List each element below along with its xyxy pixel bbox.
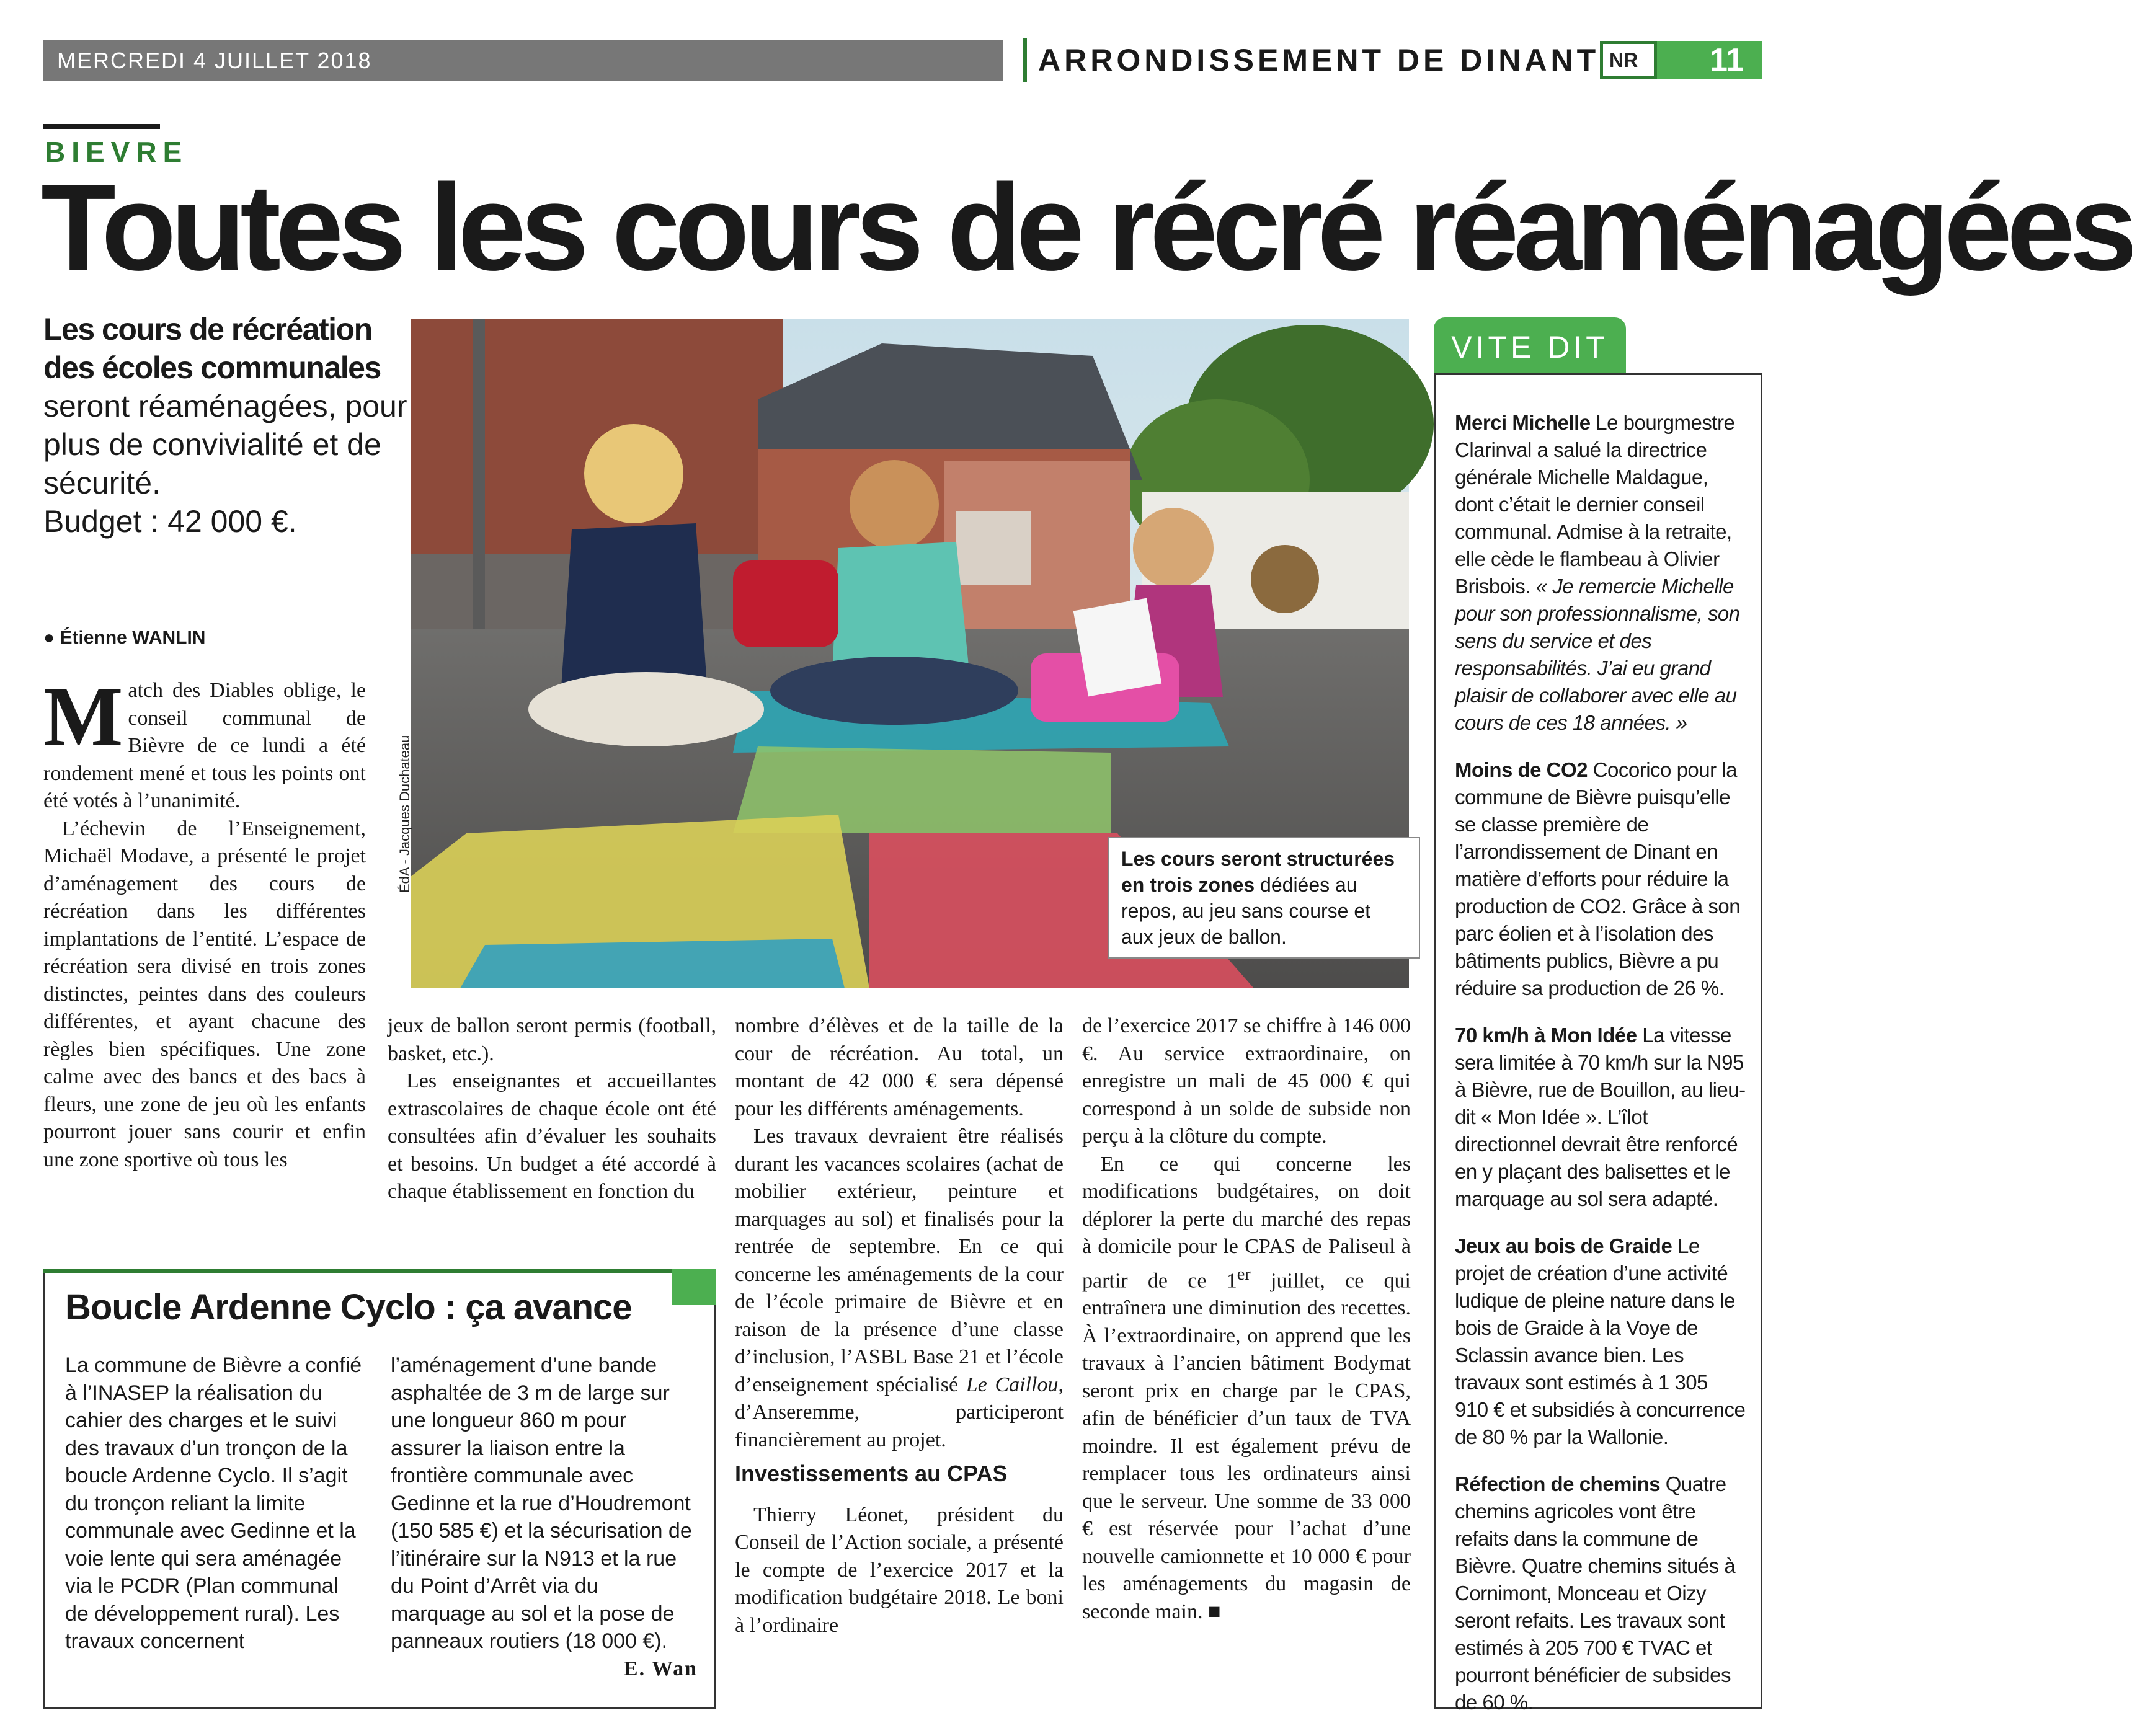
sidebar-content	[1455, 409, 1746, 1736]
bullet-icon: ●	[43, 627, 55, 648]
subheading: Investissements au CPAS	[735, 1461, 1008, 1486]
photo-credit: ÉdA - Jacques Duchateau	[397, 735, 412, 893]
box-title: Boucle Ardenne Cyclo : ça avance	[65, 1287, 632, 1327]
sidebar-title: VITE DIT	[1434, 317, 1626, 374]
body-column-1	[43, 670, 366, 1174]
intro-bold-2: des écoles communales	[43, 350, 381, 385]
paragraph: de l’exercice 2017 se chiffre à 146 000 €. Au service extraordinaire, on enregistre un mali de 45 000 € qui correspond à un solde de subside non perçu à la clôture du compte.	[1082, 1014, 1411, 1148]
intro-budget: Budget : 42 000 €.	[43, 504, 297, 539]
box-corner-accent	[672, 1269, 716, 1305]
drop-cap: M	[43, 670, 123, 763]
paragraph: Les travaux devraient être réalisés durant les vacances scolaires (achat de mobilier extérieur, peinture et marquages au sol) et finalisés pour la rentrée de septembre. En ce qui concerne les aménagements de la cour de l’école primaire de Bièvre et en raison de la présence d’une classe d’inclusion, l’ASBL Base 21 et l’école d’enseignement spécialisé Le Caillou, d’Anseremme, participeront financièrement au projet.	[735, 1125, 1064, 1451]
paragraph: L’échevin de l’Enseignement, Michaël Modave, a présenté le projet d’aménagement des cours de récréation dans les différentes implantations de l’entité. L’espace de récréation sera divisé en trois zones distinctes, peintes dans des couleurs différentes, et ayant chacune des règles bien spécifiques. Une zone calme avec des bancs et des bacs à fleurs, une zone de jeu où les enfants pourront jouer sans courir et enfin une zone sportive où tous les	[43, 817, 366, 1171]
body-column-4	[1082, 1012, 1411, 1626]
brief-item: 70 km/h à Mon Idée La vitesse sera limitée à 70 km/h sur la N95 à Bièvre, rue de Bouillon, au lieu-dit « Mon Idée ». L’îlot directionnel devrait être renforcé en y plaçant des balisettes et le marquage au sol sera adapté.	[1455, 1024, 1746, 1210]
box-column-2: l’aménagement d’une bande asphaltée de 3 m de large sur une longueur 860 m pour assurer la liaison entre la frontière communale avec Gedinne et la rue d’Houdremont (150 585 €) et la sécurisation de l’itinéraire sur la N913 et la rue du Point d’Arrêt via du marquage au sol et la pose de panneaux routiers (18 000 €). E. Wan	[391, 1352, 698, 1683]
section-title: ARRONDISSEMENT DE DINANT	[1023, 38, 1599, 82]
paragraph: nombre d’élèves et de la taille de la cour de récréation. Au total, un montant de 42 000 € sera dépensé pour les différents aménagements.	[735, 1014, 1064, 1120]
brief-item: Jeux au bois de Graide Le projet de création d’une activité ludique de pleine nature dans le bois de Graide à la Voye de Sclassin avance bien. Les travaux sont estimés à 1 305 910 € et subsidiés à concurrence de 80 % par la Wallonie.	[1455, 1234, 1746, 1448]
box-column-1: La commune de Bièvre a confié à l’INASEP la réalisation du cahier des charges et le suivi des travaux d’un tronçon de la boucle Ardenne Cyclo. Il s’agit du tronçon reliant la limite communale avec Gedinne et la voie lente qui sera aménagée via le PCDR (Plan communal de développement rural). Les travaux concernent	[65, 1353, 362, 1653]
box-signature: E. Wan	[623, 1657, 698, 1680]
intro	[43, 310, 409, 541]
paragraph: Thierry Léonet, président du Conseil de l’Action sociale, a présenté le compte de l’exercice 2017 et la modification budgétaire 2018. Le boni à l’ordinaire	[735, 1503, 1064, 1637]
headline: Toutes les cours de récré réaménagées	[41, 159, 2132, 296]
box-top-rule	[43, 1269, 716, 1273]
paragraph: jeux de ballon seront permis (football, basket, etc.).	[388, 1014, 716, 1065]
body-column-2	[388, 1012, 716, 1206]
intro-bold-1: Les cours de récréation	[43, 312, 372, 347]
brief-item: Moins de CO2 Cocorico pour la commune de Bièvre puisqu’elle se classe première de l’arrondissement de Dinant en matière d’efforts pour réduire la production de CO2. Grâce à son parc éolien et à l’isolation des bâtiments publics, Bièvre a pu réduire sa production de 26 %.	[1455, 758, 1741, 999]
end-mark: ■	[1208, 1600, 1221, 1623]
author-name: Étienne WANLIN	[60, 627, 206, 648]
kicker: BIEVRE	[45, 136, 189, 168]
body-column-3	[735, 1012, 1064, 1639]
paragraph: En ce qui concerne les modifications budgétaires, on doit déplorer la perte du marché des repas à domicile pour le CPAS de Paliseul à partir de ce 1er juillet, ce qui entraînera une diminution des recettes. À l’extraordinaire, on apprend que les travaux à l’ancien bâtiment Bodymat seront prix en charge par le CPAS, afin de bénéficier d’un taux de TVA moindre. Il est également prévu de remplacer tous les ordinateurs ainsi que le serveur. Une somme de 33 000 € est réservée pour l’achat d’une nouvelle camionnette et 10 000 € pour les aménagements du magasin de seconde main. ■	[1082, 1152, 1411, 1623]
publication-date: MERCREDI 4 JUILLET 2018	[57, 48, 372, 73]
paragraph: Match des Diables oblige, le conseil communal de Bièvre de ce lundi a été rondement mené et tous les points ont été votés à l’unanimité.	[43, 670, 366, 812]
byline	[43, 627, 205, 649]
intro-text: seront réaménagées, pour plus de convivialité et de sécurité.	[43, 389, 407, 500]
paragraph: Les enseignantes et accueillantes extrascolaires de chaque école ont été consultées afin d’évaluer les souhaits et besoins. Un budget a été accordé à chaque établissement en fonction du	[388, 1070, 716, 1203]
photo-caption: Les cours seront structurées en trois zones dédiées au repos, au jeu sans course et aux jeux de ballon.	[1108, 837, 1420, 959]
page-number: 11	[1657, 41, 1762, 79]
paper-logo: NR	[1600, 41, 1657, 79]
brief-item: Merci Michelle Le bourgmestre Clarinval a salué la directrice générale Michelle Maldague, dont c’était le dernier conseil communal. Admise à la retraite, elle cède le flambeau à Olivier Brisbois. « Je remercie Michelle pour son professionnalisme, son sens du service et des responsabilités. J’ai eu grand plaisir de collaborer avec elle au cours de ces 18 années. »	[1455, 411, 1740, 734]
kicker-rule	[43, 124, 160, 129]
brief-item: Réfection de chemins Quatre chemins agricoles vont être refaits dans la commune de Bièvre. Quatre chemins situés à Cornimont, Monceau et Oizy seront refaits. Les travaux sont estimés à 205 700 € TVAC et pourront bénéficier de subsides de 60 %.	[1455, 1472, 1736, 1714]
date-bar	[43, 40, 1003, 81]
